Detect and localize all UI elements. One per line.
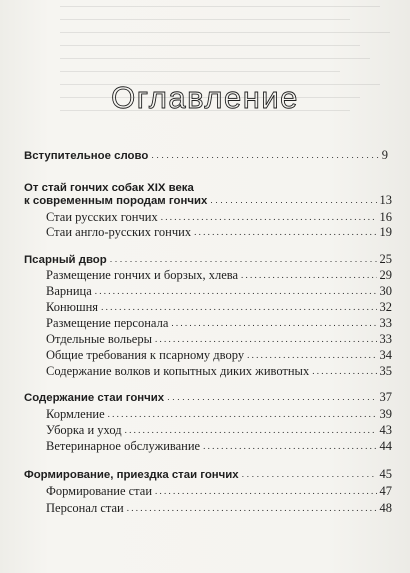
toc-page-number: 43	[379, 423, 392, 437]
toc-leader	[155, 482, 376, 500]
toc-page-number: 9	[381, 148, 388, 162]
toc-item-label: Персонал стаи	[46, 501, 124, 515]
toc-item-label: Содержание волков и копытных диких животных	[46, 364, 310, 378]
toc-leader	[127, 499, 377, 517]
toc-item-label: Конюшня	[46, 300, 99, 314]
toc-page-number: 29	[379, 268, 392, 282]
toc-item	[46, 438, 392, 455]
toc-section-label: Формирование, приездка стаи гончих	[24, 469, 239, 481]
toc-page-number: 13	[379, 193, 392, 207]
toc-item	[46, 483, 392, 500]
toc-page-number: 44	[379, 439, 392, 453]
toc-page-number: 30	[379, 284, 392, 298]
page-title: Оглавление	[111, 80, 299, 115]
toc-item-label: Варница	[46, 284, 92, 298]
toc-item-label: Формирование стаи	[46, 484, 153, 498]
toc-page-number: 25	[379, 252, 392, 266]
toc-page-number: 45	[379, 467, 392, 481]
toc-page-number: 35	[379, 364, 392, 378]
toc-leader	[203, 437, 376, 455]
toc-item	[46, 224, 392, 241]
toc-item-label: Размещение гончих и борзых, хлева	[46, 268, 239, 282]
toc-section-label: к современным породам гончих	[24, 195, 208, 207]
toc-page-number: 33	[379, 316, 392, 330]
toc-leader	[210, 192, 376, 209]
toc-item-label: Кормление	[46, 407, 105, 421]
toc-section	[24, 147, 388, 164]
toc-item-label: Ветеринарное обслуживание	[46, 439, 201, 453]
toc-leader	[312, 362, 376, 380]
toc-page-number: 47	[379, 484, 392, 498]
toc-leader	[194, 223, 376, 241]
toc-section-label-line: От стай гончих собак XIX века	[24, 182, 194, 194]
toc-leader	[151, 147, 378, 164]
toc-section-label: Содержание стаи гончих	[24, 392, 165, 404]
toc-item-label: Уборка и уход	[46, 423, 122, 437]
toc-item-label: Стаи англо-русских гончих	[46, 225, 192, 239]
toc-leader	[242, 466, 377, 483]
toc-page-number: 39	[379, 407, 392, 421]
toc-section	[24, 192, 392, 209]
toc-item-label: Общие требования к псарному двору	[46, 348, 245, 362]
toc-page-number: 33	[379, 332, 392, 346]
toc-section-label: Вступительное слово	[24, 150, 149, 162]
toc-item-label: Размещение персонала	[46, 316, 169, 330]
toc-page-number: 48	[379, 501, 392, 515]
toc-page-number: 32	[379, 300, 392, 314]
toc-item	[46, 500, 392, 517]
toc-page-number: 37	[379, 390, 392, 404]
toc-page-number: 16	[379, 210, 392, 224]
toc-section	[24, 389, 392, 406]
toc-item	[46, 363, 392, 380]
toc-item-label: Отдельные вольеры	[46, 332, 152, 346]
toc-page-number: 34	[379, 348, 392, 362]
toc-section	[24, 466, 392, 483]
toc-section-label: Псарный двор	[24, 254, 107, 266]
toc-item-label: Стаи русских гончих	[46, 210, 158, 224]
toc-leader	[167, 389, 376, 406]
toc-page-number: 19	[379, 225, 392, 239]
